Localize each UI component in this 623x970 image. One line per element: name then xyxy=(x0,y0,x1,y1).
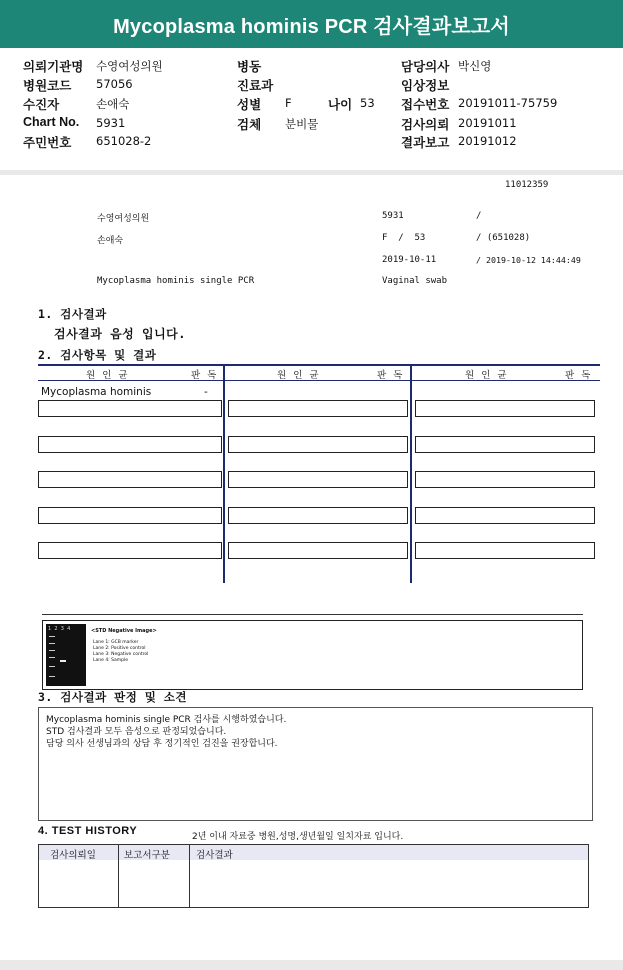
history-divider-2 xyxy=(189,844,190,908)
label-department: 진료과 xyxy=(237,79,274,93)
label-receipt-no: 접수번호 xyxy=(401,98,450,112)
value-chart-no: 5931 xyxy=(96,116,126,130)
label-resident-no: 주민번호 xyxy=(23,136,72,150)
result-cell xyxy=(228,436,408,453)
opinion-line-3: 담당 의사 선생님과의 상담 후 정기적인 검진을 권장합니다. xyxy=(46,739,278,749)
label-request-date: 검사의뢰 xyxy=(401,118,450,132)
result-cell xyxy=(415,436,595,453)
result-cell xyxy=(228,400,408,417)
section-2-title: 2. 검사항목 및 결과 xyxy=(38,348,157,362)
col-pathogen-3: 원 인 균 xyxy=(465,370,509,381)
section-1-title: 1. 검사결과 xyxy=(38,307,107,321)
result-cell xyxy=(38,471,222,488)
gel-band xyxy=(49,636,55,637)
report-date-request: 2019-10-11 xyxy=(382,255,437,265)
label-sex: 성별 xyxy=(237,98,262,112)
gel-band xyxy=(49,650,55,651)
result-cell xyxy=(415,507,595,524)
gel-title: <STD Negative Image> xyxy=(91,628,157,634)
label-ward: 병동 xyxy=(237,60,262,74)
value-hospital-code: 57056 xyxy=(96,77,133,91)
gel-lane-3: Lane 3: Negative control xyxy=(93,652,149,657)
value-doctor: 박신영 xyxy=(458,59,492,73)
gel-band xyxy=(49,657,55,658)
gel-band xyxy=(49,676,55,677)
gel-band xyxy=(60,660,66,662)
value-institution: 수영여성의원 xyxy=(96,59,163,73)
result-cell xyxy=(38,507,222,524)
gel-lane-1: Lane 1: GCB marker xyxy=(93,640,139,645)
result-cell xyxy=(38,400,222,417)
value-age: 53 xyxy=(360,96,375,110)
history-col-result: 검사결과 xyxy=(196,850,233,861)
result-cell xyxy=(415,471,595,488)
section-3-title: 3. 검사결과 판정 및 소견 xyxy=(38,690,188,704)
report-birth: / (651028) xyxy=(476,233,531,243)
report-date-report: / 2019-10-12 14:44:49 xyxy=(476,255,581,265)
result-cell xyxy=(228,507,408,524)
col-judge-2: 판 독 xyxy=(377,370,405,381)
value-resident-no: 651028-2 xyxy=(96,134,152,148)
history-header xyxy=(38,844,589,861)
value-sex: F xyxy=(285,96,292,110)
label-patient: 수진자 xyxy=(23,98,60,112)
col-judge-1: 판 독 xyxy=(191,370,219,381)
gel-image xyxy=(46,624,86,686)
gel-lane-2: Lane 2: Positive control xyxy=(93,646,146,651)
section-1-result: 검사결과 음성 입니다. xyxy=(54,327,187,341)
label-chart-no: Chart No. xyxy=(23,115,80,129)
gel-lane-numbers: 1 2 3 4 xyxy=(48,626,71,632)
report-clinic: 수영여성의원 xyxy=(97,214,150,224)
table-top-border xyxy=(38,364,600,366)
table-divider-1 xyxy=(223,364,225,583)
label-clinical-info: 임상정보 xyxy=(401,79,450,93)
value-patient: 손애숙 xyxy=(96,97,130,111)
label-report-date: 결과보고 xyxy=(401,136,450,150)
value-receipt-no: 20191011-75759 xyxy=(458,96,558,110)
result-cell xyxy=(228,542,408,559)
value-report-date: 20191012 xyxy=(458,134,517,148)
label-specimen: 검체 xyxy=(237,118,262,132)
value-specimen: 분비물 xyxy=(285,117,319,131)
gel-lane-4: Lane 4: Sample xyxy=(93,658,128,663)
report-specimen: Vaginal swab xyxy=(382,276,448,286)
result-cell xyxy=(415,400,595,417)
result-cell xyxy=(38,542,222,559)
history-body xyxy=(38,860,589,908)
report-test-name: Mycoplasma hominis single PCR xyxy=(97,276,255,286)
report-code: 11012359 xyxy=(505,180,549,190)
result-cell xyxy=(228,471,408,488)
history-note: 2년 이내 자료중 병원,성명,생년월일 일치자료 입니다. xyxy=(192,832,404,842)
result-cell xyxy=(415,542,595,559)
result-cell xyxy=(38,436,222,453)
opinion-line-1: Mycoplasma hominis single PCR 검사를 시행하였습니다. xyxy=(46,715,287,725)
section-4-title: 4. TEST HISTORY xyxy=(38,825,138,837)
report-sex-age: F / 53 xyxy=(382,233,426,243)
history-col-request-date: 검사의뢰일 xyxy=(50,850,96,861)
report-slash: / xyxy=(476,211,482,221)
col-pathogen-2: 원 인 균 xyxy=(277,370,321,381)
item-pathogen-result: - xyxy=(204,386,208,398)
report-title: Mycoplasma hominis PCR 검사결과보고서 xyxy=(0,0,623,48)
table-divider-2 xyxy=(410,364,412,583)
col-pathogen-1: 원 인 균 xyxy=(86,370,130,381)
label-institution: 의뢰기관명 xyxy=(23,60,84,74)
history-divider-1 xyxy=(118,844,119,908)
report-body xyxy=(0,175,623,960)
report-name: 손애숙 xyxy=(97,236,124,246)
label-doctor: 담당의사 xyxy=(401,60,450,74)
opinion-line-2: STD 검사결과 모두 음성으로 판정되었습니다. xyxy=(46,727,227,737)
report-chart: 5931 xyxy=(382,211,404,221)
label-age: 나이 xyxy=(328,98,353,112)
gel-top-line xyxy=(42,614,583,615)
label-hospital-code: 병원코드 xyxy=(23,79,72,93)
value-request-date: 20191011 xyxy=(458,116,517,130)
col-judge-3: 판 독 xyxy=(565,370,593,381)
gel-band xyxy=(49,643,55,644)
gel-band xyxy=(49,666,55,667)
history-col-report-type: 보고서구분 xyxy=(124,850,170,861)
item-pathogen-name: Mycoplasma hominis xyxy=(41,386,152,398)
report-header xyxy=(0,48,623,170)
